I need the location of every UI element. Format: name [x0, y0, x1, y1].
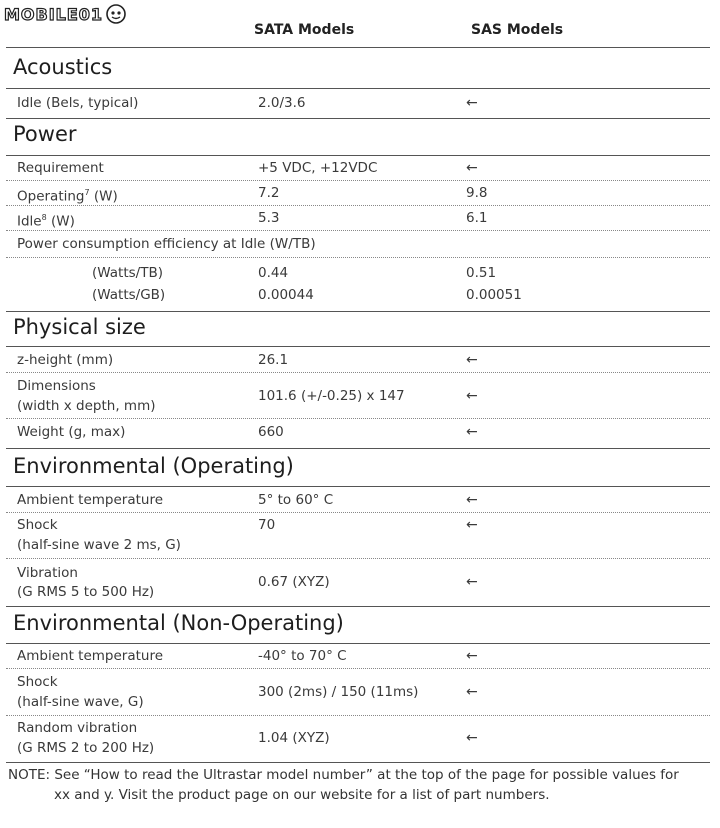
- sata-value: 26.1: [258, 352, 289, 368]
- row-label: (width x depth, mm): [17, 398, 156, 414]
- divider: [6, 230, 710, 231]
- sata-models-header: SATA Models: [254, 22, 355, 38]
- sas-value: 0.51: [466, 265, 497, 281]
- same-as-left-arrow-icon: ←: [466, 574, 478, 590]
- row-label: Ambient temperature: [17, 648, 164, 664]
- same-as-left-arrow-icon: ←: [466, 160, 478, 176]
- footnote-line-1: NOTE: See “How to read the Ultrastar model number” at the top of the page for possible values for: [8, 767, 679, 783]
- divider: [6, 668, 710, 669]
- same-as-left-arrow-icon: ←: [466, 684, 478, 700]
- divider: [6, 155, 710, 156]
- section-title-physical: Physical size: [13, 315, 146, 339]
- sata-value: 0.44: [258, 265, 289, 281]
- same-as-left-arrow-icon: ←: [466, 517, 478, 533]
- sas-models-header: SAS Models: [471, 22, 564, 38]
- divider: [6, 715, 710, 716]
- same-as-left-arrow-icon: ←: [466, 352, 478, 368]
- row-label: (Watts/GB): [92, 287, 166, 303]
- watermark-text: MOBILE01: [4, 4, 104, 24]
- row-label: Shock: [17, 674, 58, 690]
- row-label: (half-sine wave 2 ms, G): [17, 537, 181, 553]
- divider: [6, 512, 710, 513]
- divider: [6, 257, 710, 258]
- sata-value: +5 VDC, +12VDC: [258, 160, 378, 176]
- divider: [6, 47, 710, 48]
- row-label: Ambient temperature: [17, 492, 164, 508]
- divider: [6, 606, 710, 607]
- sata-value: 1.04 (XYZ): [258, 730, 330, 746]
- divider: [6, 486, 710, 487]
- divider: [6, 88, 710, 89]
- divider: [6, 762, 710, 763]
- sata-value: 0.00044: [258, 287, 314, 303]
- divider: [6, 558, 710, 559]
- row-label: Random vibration: [17, 720, 138, 736]
- row-label: (G RMS 2 to 200 Hz): [17, 740, 155, 756]
- row-label: Dimensions: [17, 378, 96, 394]
- divider: [6, 418, 710, 419]
- same-as-left-arrow-icon: ←: [466, 424, 478, 440]
- section-title-power: Power: [13, 122, 77, 146]
- sata-value: 0.67 (XYZ): [258, 574, 330, 590]
- row-label: Vibration: [17, 565, 78, 581]
- divider: [6, 643, 710, 644]
- sata-value: 300 (2ms) / 150 (11ms): [258, 684, 419, 700]
- same-as-left-arrow-icon: ←: [466, 492, 478, 508]
- row-label: (half-sine wave, G): [17, 694, 144, 710]
- sas-value: 0.00051: [466, 287, 522, 303]
- sata-value: 5° to 60° C: [258, 492, 334, 508]
- sata-value: 7.2: [258, 185, 280, 201]
- sata-value: 660: [258, 424, 284, 440]
- section-title-env-operating: Environmental (Operating): [13, 454, 294, 478]
- divider: [6, 118, 710, 119]
- row-label: Weight (g, max): [17, 424, 126, 440]
- footnote: [8, 765, 708, 805]
- row-label: Operating$^7$ (W): [17, 188, 118, 205]
- same-as-left-arrow-icon: ←: [466, 730, 478, 746]
- row-label: Idle$^8$ (W): [17, 213, 75, 230]
- sas-value: 9.8: [466, 185, 488, 201]
- row-label: (Watts/TB): [92, 265, 163, 281]
- footnote-line-2: xx and y. Visit the product page on our website for a list of part numbers.: [54, 787, 550, 803]
- divider: [6, 311, 710, 312]
- divider: [6, 205, 710, 206]
- same-as-left-arrow-icon: ←: [466, 648, 478, 664]
- sata-value: -40° to 70° C: [258, 648, 347, 664]
- same-as-left-arrow-icon: ←: [466, 388, 478, 404]
- divider: [6, 448, 710, 449]
- section-title-acoustics: Acoustics: [13, 55, 113, 79]
- row-label: Requirement: [17, 160, 104, 176]
- watermark-logo: [4, 3, 127, 25]
- divider: [6, 346, 710, 347]
- section-title-env-nonoperating: Environmental (Non-Operating): [13, 611, 344, 635]
- row-label: z-height (mm): [17, 352, 114, 368]
- sata-value: 101.6 (+/-0.25) x 147: [258, 388, 405, 404]
- same-as-left-arrow-icon: ←: [466, 95, 478, 111]
- sas-value: 6.1: [466, 210, 488, 226]
- sata-value: 70: [258, 517, 276, 533]
- row-label: Idle (Bels, typical): [17, 95, 139, 111]
- row-label: (G RMS 5 to 500 Hz): [17, 584, 155, 600]
- sata-value: 2.0/3.6: [258, 95, 306, 111]
- mascot-icon: [105, 3, 127, 25]
- divider: [6, 372, 710, 373]
- row-label: Power consumption efficiency at Idle (W/TB): [17, 236, 316, 252]
- row-label: Shock: [17, 517, 58, 533]
- sata-value: 5.3: [258, 210, 280, 226]
- divider: [6, 180, 710, 181]
